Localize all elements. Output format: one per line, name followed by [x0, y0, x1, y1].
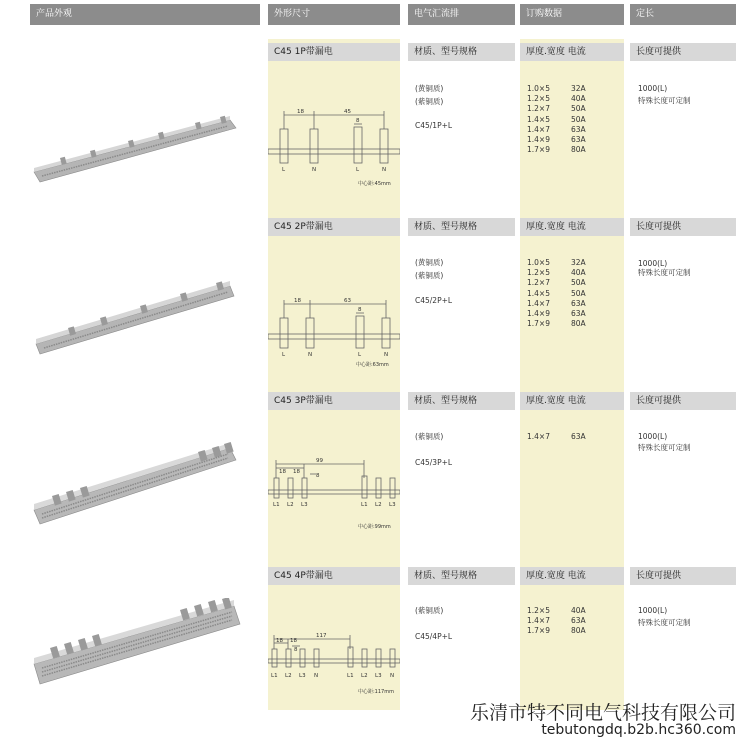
spec-list: [527, 432, 586, 442]
pole-label: L1: [273, 502, 280, 508]
center-distance: 中心距:99mm: [358, 524, 391, 530]
dim-label: 8: [356, 118, 360, 124]
material-subheader: 材质、型号规格: [408, 218, 515, 236]
pole-label: N: [308, 352, 313, 358]
pole-label: L3: [299, 673, 306, 679]
spec-list: [527, 258, 586, 329]
pole-label: L3: [389, 502, 396, 508]
spec-row: 1.4×7 63A: [527, 616, 586, 626]
dim-label: 8: [294, 647, 298, 653]
pole-label: N: [382, 167, 387, 173]
order-subheader: 厚度.宽度 电流: [520, 43, 624, 61]
length-custom: 特殊长度可定制: [638, 96, 691, 105]
header-order-data: 订购数据: [520, 4, 624, 25]
header-dimensions: 外形尺寸: [268, 4, 400, 25]
material-1: (黄铜质): [415, 258, 444, 267]
busbar-photo-2p: [30, 272, 240, 362]
dim-label: 18: [293, 469, 300, 475]
busbar-photo-3p: [30, 440, 240, 540]
spec-row: 1.2×7 50A: [527, 278, 586, 288]
header-fixed-length: 定长: [630, 4, 736, 25]
spec-row: 1.4×5 50A: [527, 288, 586, 298]
pole-label: L: [356, 167, 360, 173]
model-code: C45/4P+L: [415, 632, 453, 641]
center-distance: 中心距:63mm: [356, 362, 389, 368]
dim-label: 18: [279, 469, 286, 475]
dim-label: 18: [297, 109, 304, 115]
model-code: C45/1P+L: [415, 121, 453, 130]
spec-row: 1.4×9 63A: [527, 308, 586, 318]
dim-label: 18: [290, 638, 297, 644]
length-value: 1000(L): [638, 606, 668, 615]
dim-label: 63: [344, 298, 351, 304]
dim-label: 45: [344, 109, 351, 115]
material-1: (黄铜质): [415, 84, 444, 93]
dim-label: 8: [358, 307, 362, 313]
center-distance: 中心距:45mm: [358, 181, 391, 187]
length-subheader: 长度可提供: [630, 567, 736, 585]
pole-label: L1: [361, 502, 368, 508]
spec-row: 1.0×5 32A: [527, 84, 586, 93]
order-subheader: 厚度.宽度 电流: [520, 392, 624, 410]
material-1: (紫铜质): [415, 606, 444, 615]
product-name: C45 4P带漏电: [268, 567, 400, 585]
material-2: (紫铜质): [415, 271, 444, 280]
spec-row: 1.4×7 63A: [527, 432, 586, 441]
length-custom: 特殊长度可定制: [638, 443, 691, 452]
length-custom: 特殊长度可定制: [638, 268, 691, 277]
pole-label: L: [282, 167, 286, 173]
dim-label: 99: [316, 458, 323, 464]
pole-label: L2: [287, 502, 294, 508]
length-custom: 特殊长度可定制: [638, 618, 691, 627]
pole-label: L: [282, 352, 286, 358]
busbar-dimension-diagram: [268, 610, 400, 740]
pole-label: N: [314, 673, 319, 679]
length-subheader: 长度可提供: [630, 392, 736, 410]
material-2: (紫铜质): [415, 97, 444, 106]
length-subheader: 长度可提供: [630, 43, 736, 61]
pole-label: N: [312, 167, 317, 173]
length-value: 1000(L): [638, 84, 668, 93]
website-url: tebutongdq.b2b.hc360.com: [541, 722, 736, 738]
busbar-photo-4p: [30, 598, 245, 690]
spec-row: 1.7×9 80A: [527, 626, 586, 636]
spec-list: [527, 84, 586, 155]
pole-label: L2: [285, 673, 292, 679]
spec-row: 1.2×5 40A: [527, 94, 586, 104]
spec-list: [527, 606, 586, 637]
center-distance: 中心距:117mm: [358, 689, 394, 695]
pole-label: N: [390, 673, 395, 679]
pole-label: L2: [361, 673, 368, 679]
spec-row: 1.2×5 40A: [527, 268, 586, 278]
busbar-photo-1p: [30, 110, 240, 190]
model-code: C45/3P+L: [415, 458, 453, 467]
spec-row: 1.4×7 63A: [527, 124, 586, 134]
header-busbar: 电气汇流排: [408, 4, 515, 25]
spec-row: 1.4×7 63A: [527, 298, 586, 308]
busbar-dimension-diagram: [268, 255, 400, 385]
busbar-dimension-diagram: [268, 435, 400, 565]
dim-label: 18: [294, 298, 301, 304]
material-subheader: 材质、型号规格: [408, 43, 515, 61]
pole-label: L2: [375, 502, 382, 508]
spec-row: 1.2×5 40A: [527, 606, 586, 615]
length-subheader: 长度可提供: [630, 218, 736, 236]
spec-row: 1.4×9 63A: [527, 134, 586, 144]
pole-label: L1: [347, 673, 354, 679]
dim-label: 8: [316, 473, 320, 479]
material-subheader: 材质、型号规格: [408, 567, 515, 585]
product-name: C45 3P带漏电: [268, 392, 400, 410]
spec-row: 1.7×9 80A: [527, 319, 586, 329]
length-value: 1000(L): [638, 432, 668, 441]
company-name: 乐清市特不同电气科技有限公司: [469, 702, 736, 724]
spec-row: 1.4×5 50A: [527, 114, 586, 124]
pole-label: L3: [301, 502, 308, 508]
dim-label: 18: [276, 638, 283, 644]
order-subheader: 厚度.宽度 电流: [520, 567, 624, 585]
spec-row: 1.0×5 32A: [527, 258, 586, 267]
dim-label: 117: [316, 633, 327, 639]
model-code: C45/2P+L: [415, 296, 453, 305]
order-subheader: 厚度.宽度 电流: [520, 218, 624, 236]
pole-label: L3: [375, 673, 382, 679]
material-1: (紫铜质): [415, 432, 444, 441]
length-value: 1000(L): [638, 259, 668, 268]
pole-label: L1: [271, 673, 278, 679]
product-name: C45 1P带漏电: [268, 43, 400, 61]
header-appearance: 产品外观: [30, 4, 260, 25]
material-subheader: 材质、型号规格: [408, 392, 515, 410]
spec-row: 1.2×7 50A: [527, 104, 586, 114]
product-name: C45 2P带漏电: [268, 218, 400, 236]
busbar-dimension-diagram: [268, 80, 400, 210]
spec-row: 1.7×9 80A: [527, 145, 586, 155]
pole-label: L: [358, 352, 362, 358]
pole-label: N: [384, 352, 389, 358]
